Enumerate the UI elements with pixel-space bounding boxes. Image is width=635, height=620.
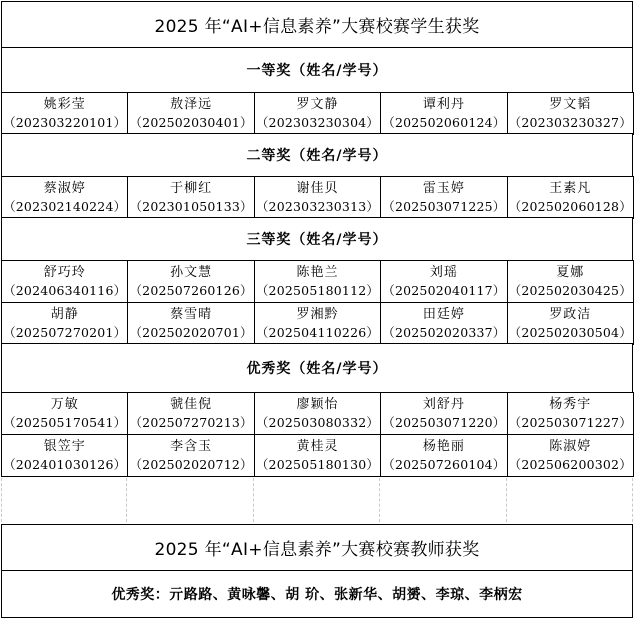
- winner-name: 陈淑婷: [549, 438, 592, 454]
- winner-cell: [127, 302, 254, 345]
- winner-cell: [1, 392, 128, 435]
- winner-cell: [127, 260, 254, 303]
- student-id: （202506200302）: [508, 456, 632, 472]
- winner-name: 孙文慧: [170, 264, 213, 280]
- winner-name: 陈艳兰: [296, 264, 339, 280]
- winner-name: 虢佳倪: [170, 396, 213, 412]
- winner-cell: [127, 434, 254, 477]
- teacher-excellence-award-line: 优秀奖：亓路路、黄咏馨、胡 玠、张新华、胡赟、李琼、李柄宏: [1, 570, 633, 618]
- student-id: （202502060124）: [382, 114, 506, 130]
- empty-cell: [380, 478, 506, 522]
- winner-cell: [127, 392, 254, 435]
- winner-name: 黄桂灵: [296, 438, 339, 454]
- student-id: （202504110226）: [255, 324, 380, 340]
- student-id: （202503071220）: [382, 414, 506, 430]
- winner-name: 舒巧玲: [43, 264, 86, 280]
- winner-cell: [254, 260, 381, 303]
- winner-cell: [380, 392, 507, 435]
- winner-name: 刘瑶: [429, 264, 458, 280]
- student-id: （202507270213）: [129, 414, 253, 430]
- student-id: （202502020701）: [129, 324, 253, 340]
- empty-cell: [127, 478, 253, 522]
- winner-name: 刘舒丹: [422, 396, 465, 412]
- student-id: （202505180130）: [255, 456, 380, 472]
- empty-cell: [254, 478, 380, 522]
- winner-cell: [127, 176, 254, 219]
- winner-name: 夏娜: [556, 264, 585, 280]
- winner-name: 银笠宇: [43, 438, 86, 454]
- student-id: （202502030425）: [508, 282, 632, 298]
- winner-name: 杨秀宇: [549, 396, 592, 412]
- winner-name: 杨艳丽: [422, 438, 465, 454]
- student-id: （202507270201）: [3, 324, 127, 340]
- teacher-awards-title: 2025 年“AI+信息素养”大赛校赛教师获奖: [1, 524, 633, 571]
- student-id: （202302140224）: [3, 198, 127, 214]
- second-prize-heading: 二等奖（姓名/学号）: [1, 133, 633, 177]
- winner-cell: [507, 176, 634, 219]
- winner-cell: [507, 302, 634, 345]
- first-prize-grid: [1, 92, 633, 134]
- empty-spacer-row: [1, 478, 633, 522]
- winner-cell: [507, 434, 634, 477]
- winner-name: 谭利丹: [422, 96, 465, 112]
- excellence-award-grid: [1, 392, 633, 476]
- first-prize-heading: 一等奖（姓名/学号）: [1, 47, 633, 93]
- winner-cell: [1, 434, 128, 477]
- winner-name: 罗文静: [296, 96, 339, 112]
- winner-name: 王素凡: [549, 180, 592, 196]
- student-id: （202303220101）: [3, 114, 127, 130]
- winner-name: 罗文韬: [549, 96, 592, 112]
- winner-name: 蔡淑婷: [43, 180, 86, 196]
- student-id: （202507260104）: [382, 456, 506, 472]
- winner-name: 胡静: [50, 306, 79, 322]
- winner-name: 雷玉婷: [422, 180, 465, 196]
- third-prize-heading: 三等奖（姓名/学号）: [1, 217, 633, 261]
- student-id: （202503071227）: [508, 414, 632, 430]
- winner-name: 罗政洁: [549, 306, 592, 322]
- winner-cell: [507, 260, 634, 303]
- winner-name: 姚彩莹: [43, 96, 86, 112]
- winner-name: 罗湘黔: [296, 306, 339, 322]
- student-id: （202502060128）: [508, 198, 632, 214]
- winner-cell: [1, 302, 128, 345]
- winner-name: 敖泽远: [170, 96, 213, 112]
- student-id: （202502030401）: [129, 114, 253, 130]
- winner-name: 蔡雪晴: [170, 306, 213, 322]
- winner-name: 田廷婷: [422, 306, 465, 322]
- student-id: （202507260126）: [129, 282, 253, 298]
- winner-name: 廖颖怡: [296, 396, 339, 412]
- excellence-award-heading: 优秀奖（姓名/学号）: [1, 343, 633, 393]
- winner-cell: [507, 392, 634, 435]
- empty-cell: [1, 478, 127, 522]
- winner-cell: [380, 92, 507, 135]
- winner-cell: [380, 302, 507, 345]
- winner-cell: [1, 92, 128, 135]
- third-prize-grid: [1, 260, 633, 344]
- winner-cell: [507, 92, 634, 135]
- student-id: （202502020337）: [382, 324, 506, 340]
- winner-cell: [380, 260, 507, 303]
- empty-cell: [507, 478, 633, 522]
- winner-cell: [127, 92, 254, 135]
- winner-cell: [254, 434, 381, 477]
- student-id: （202505180112）: [255, 282, 380, 298]
- student-id: （202503071225）: [382, 198, 506, 214]
- winner-cell: [1, 260, 128, 303]
- student-id: （202401030126）: [3, 456, 127, 472]
- winner-name: 谢佳贝: [296, 180, 339, 196]
- student-id: （202406340116）: [3, 282, 127, 298]
- winner-name: 万敏: [50, 396, 79, 412]
- winner-cell: [254, 392, 381, 435]
- winner-cell: [254, 176, 381, 219]
- student-id: （202502040117）: [382, 282, 506, 298]
- student-id: （202502020712）: [129, 456, 253, 472]
- winner-cell: [380, 176, 507, 219]
- student-awards-title: 2025 年“AI+信息素养”大赛校赛学生获奖: [1, 1, 633, 48]
- student-id: （202303230327）: [508, 114, 632, 130]
- student-id: （202303230304）: [255, 114, 380, 130]
- winner-cell: [254, 302, 381, 345]
- winner-name: 李含玉: [170, 438, 213, 454]
- student-id: （202303230313）: [255, 198, 380, 214]
- student-id: （202502030504）: [508, 324, 632, 340]
- winner-cell: [380, 434, 507, 477]
- student-id: （202301050133）: [129, 198, 253, 214]
- second-prize-grid: [1, 176, 633, 218]
- student-id: （202503080332）: [255, 414, 380, 430]
- winner-cell: [254, 92, 381, 135]
- winner-cell: [1, 176, 128, 219]
- student-id: （202505170541）: [3, 414, 127, 430]
- winner-name: 于柳红: [170, 180, 213, 196]
